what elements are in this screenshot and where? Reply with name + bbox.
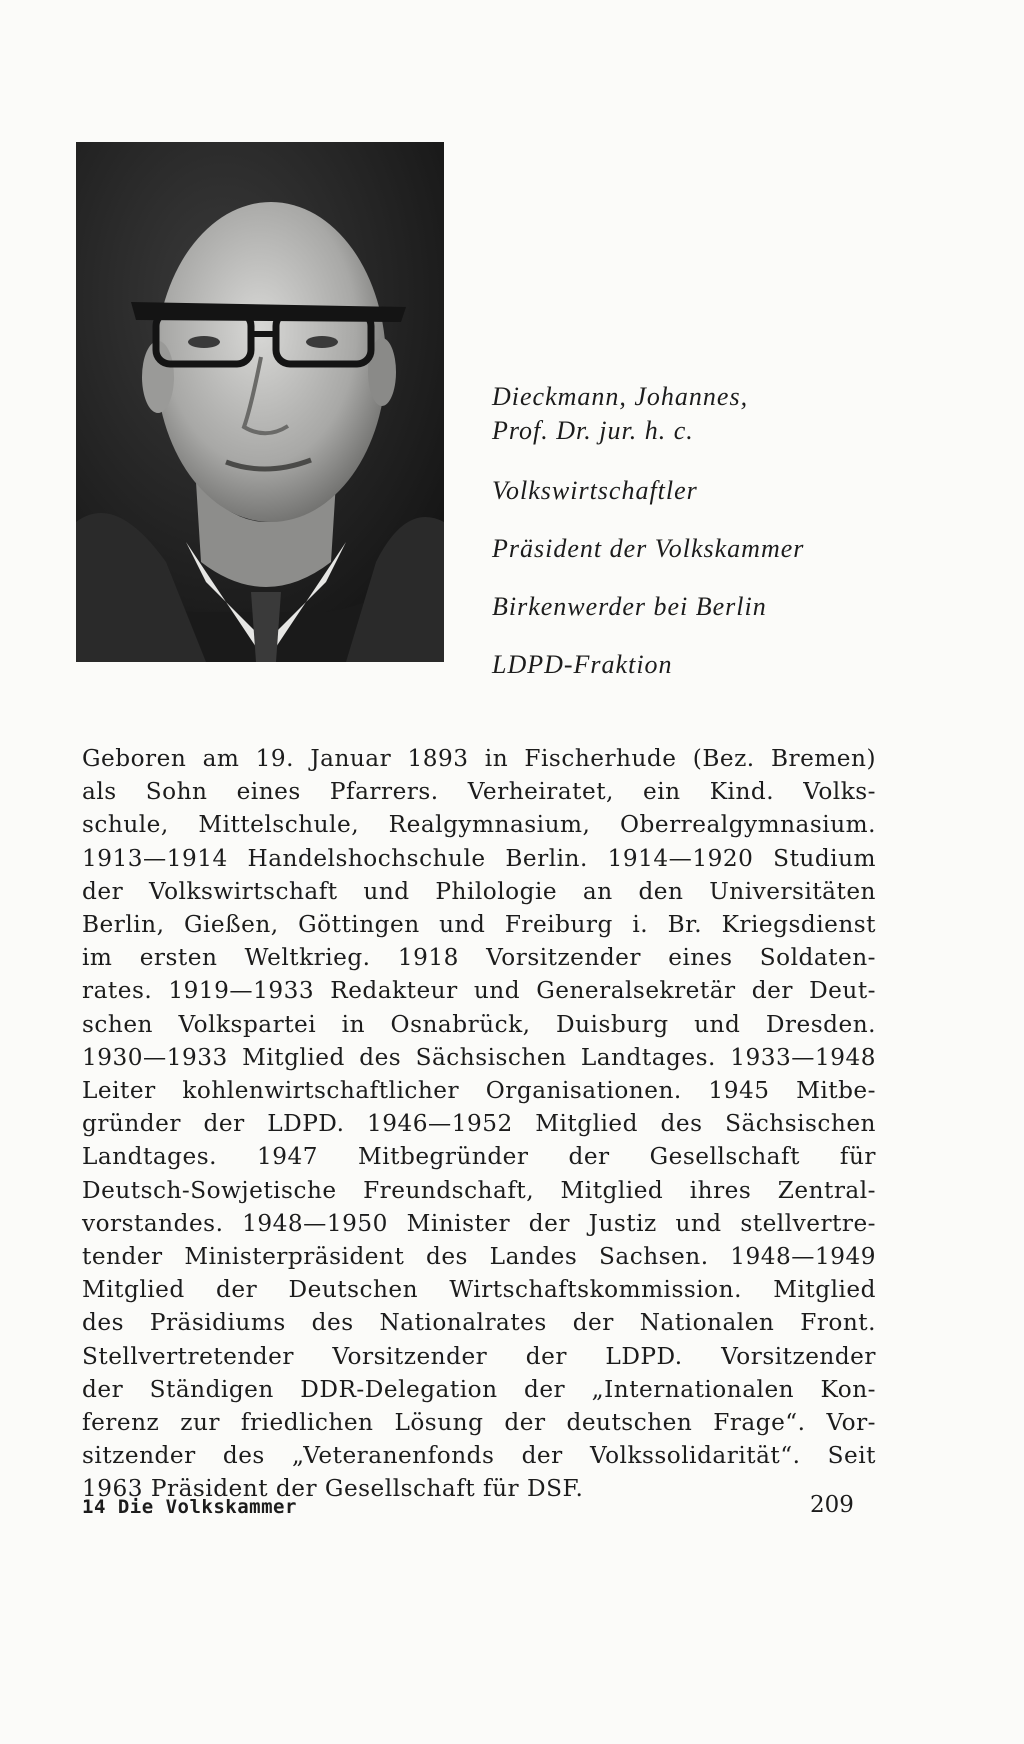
biography-line: schen Volkspartei in Osnabrück, Duisburg und Dresden. [82,1010,876,1038]
portrait-photo [76,142,444,662]
person-name [492,380,912,448]
biography-line: Landtages. 1947 Mitbegründer der Gesellschaft für [82,1143,876,1171]
biography-line: 1930—1933 Mitglied des Sächsischen Landtages. 1933—1948 [82,1043,876,1071]
biography-line: Leiter kohlenwirtschaftlicher Organisationen. 1945 Mitbe- [82,1077,876,1105]
portrait-image [76,142,444,662]
person-profession: Volkswirtschaftler [492,476,698,505]
biography-line: im ersten Weltkrieg. 1918 Vorsitzender eines Soldaten- [82,944,876,972]
biography-line: der Ständigen DDR-Delegation der „Internationalen Kon- [82,1375,876,1403]
person-position: Präsident der Volkskammer [492,534,805,563]
person-academic-title: Prof. Dr. jur. h. c. [492,416,694,445]
biography-line: Berlin, Gießen, Göttingen und Freiburg i. Br. Kriegsdienst [82,911,876,939]
biography-line: tender Ministerpräsident des Landes Sachsen. 1948—1949 [82,1243,876,1271]
biography-line: Stellvertretender Vorsitzender der LDPD. Vorsitzender [82,1342,876,1370]
person-faction: LDPD-Fraktion [492,650,673,679]
biography-line: des Präsidiums des Nationalrates der Nationalen Front. [82,1309,876,1337]
biography-line: Mitglied der Deutschen Wirtschaftskommission. Mitglied [82,1276,876,1304]
biography-line: der Volkswirtschaft und Philologie an den Universitäten [82,877,876,905]
biography-line: sitzender des „Veteranenfonds der Volkssolidarität“. Seit [82,1442,876,1470]
biography-line: 1963 Präsident der Gesellschaft für DSF. [82,1475,584,1503]
person-residence: Birkenwerder bei Berlin [492,592,767,621]
page-number: 209 [810,1492,854,1518]
biography-line: Deutsch-Sowjetische Freundschaft, Mitglied ihres Zentral- [82,1176,876,1204]
person-name-line: Dieckmann, Johannes, [492,382,749,411]
printer-signature: 14 Die Volkskammer [82,1496,297,1518]
biography-line: ferenz zur friedlichen Lösung der deutschen Frage“. Vor- [82,1409,876,1437]
biography-text [82,742,876,1506]
biography-line: schule, Mittelschule, Realgymnasium, Oberrealgymnasium. [82,811,876,839]
biography-line: als Sohn eines Pfarrers. Verheiratet, ein Kind. Volks- [82,778,876,806]
biography-line: vorstandes. 1948—1950 Minister der Justiz und stellvertre- [82,1209,876,1237]
biography-line: rates. 1919—1933 Redakteur und Generalsekretär der Deut- [82,977,876,1005]
biography-line: Geboren am 19. Januar 1893 in Fischerhude (Bez. Bremen) [82,745,876,772]
biography-line: 1913—1914 Handelshochschule Berlin. 1914—1920 Studium [82,844,876,872]
biography-line: gründer der LDPD. 1946—1952 Mitglied des Sächsischen [82,1110,876,1138]
caption-block [492,380,912,706]
